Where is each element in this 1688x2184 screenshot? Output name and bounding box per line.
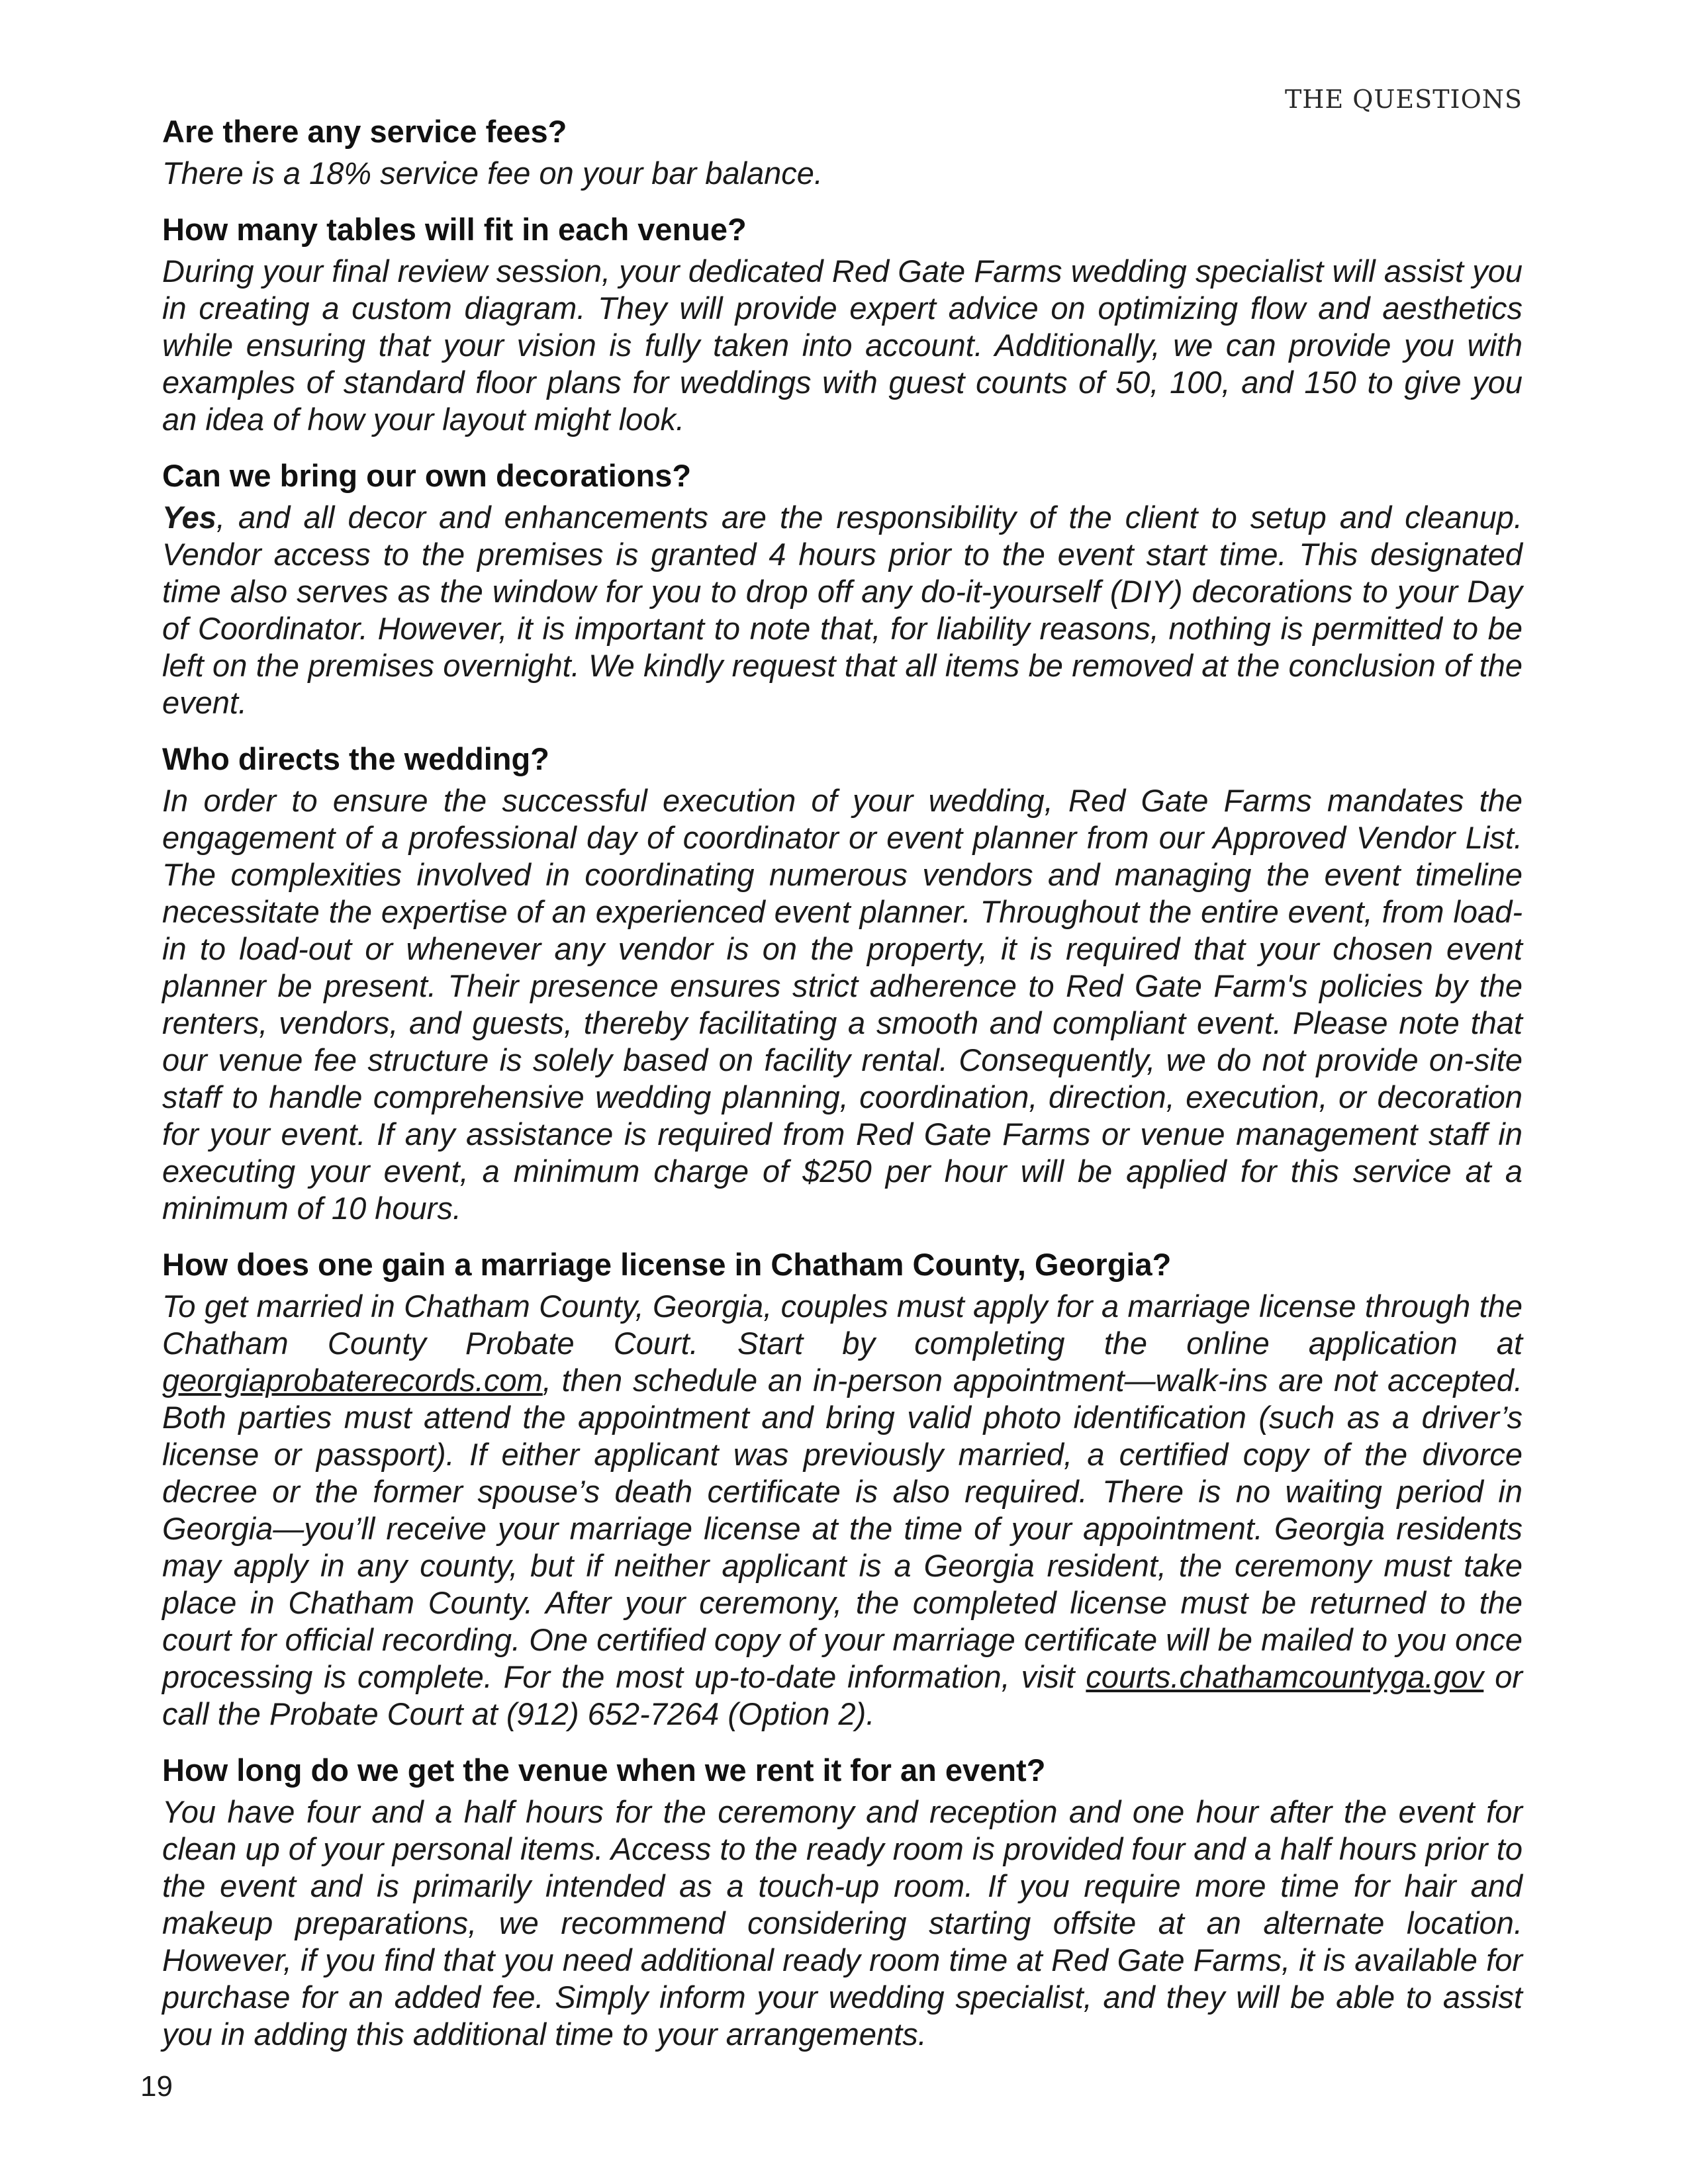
answer-text: In order to ensure the successful execution of your wedding, Red Gate Farms mandates the engagement of a professional day of coordinator or event planner from our Approved Vendor List. The complexities involved in coordinating numerous vendors and managing the event timeline necessitate the expertise of an experienced event planner. Throughout the entire event, from load-in to load-out or whenever any vendor is on the property, it is required that your chosen event planner be present. Their presence ensures strict adherence to Red Gate Farm's policies by the renters, vendors, and guests, thereby facilitating a smooth and compliant event. Please note that our venue fee structure is solely based on facility rental. Consequently, we do not provide on-site staff to handle comprehensive wedding planning, coordination, direction, execution, or decoration for your event. If any assistance is required from Red Gate Farms or venue management staff in executing your event, a minimum charge of $250 per hour will be applied for this service at a minimum of 10 hours. — [162, 783, 1523, 1226]
faq-item-service-fees — [162, 113, 1523, 192]
answer-part: , then schedule an in-person appointment—walk-ins are not accepted. Both parties must attend the appointment and bring valid photo identification (such as a driver’s license or passport). If either applicant was previously married, a certified copy of the divorce decree or the former spouse’s death certificate is also required. There is no waiting period in Georgia—you’ll receive your marriage license at the time of your appointment. Georgia residents may apply in any county, but if neither applicant is a Georgia resident, the ceremony must take place in Chatham County. After your ceremony, the completed license must be returned to the court for official recording. One certified copy of your marriage certificate will be mailed to you once processing is complete. For the most up-to-date information, visit — [162, 1363, 1523, 1694]
question-heading: How does one gain a marriage license in Chatham County, Georgia? — [162, 1247, 1172, 1282]
answer-text: You have four and a half hours for the ceremony and reception and one hour after the event for clean up of your personal items. Access to the ready room is provided four and a half hours prior to the event and is primarily intended as a touch-up room. If you require more time for hair and makeup preparations, we recommend considering starting offsite at an alternate location. However, if you find that you need additional ready room time at Red Gate Farms, it is available for purchase for an added fee. Simply inform your wedding specialist, and they will be able to assist you in adding this additional time to your arrangements. — [162, 1794, 1523, 2052]
probate-records-link[interactable]: georgiaprobaterecords.com — [162, 1363, 543, 1398]
answer-text — [162, 1288, 1523, 1733]
answer-lead: Yes — [162, 500, 216, 535]
answer-body: , and all decor and enhancements are the responsibility of the client to setup and cleanup. Vendor access to the premises is granted 4 hours prior to the event start time. This designated time also serves as the window for you to drop off any do-it-yourself (DIY) decorations to your Day of Coordinator. However, it is important to note that, for liability reasons, nothing is permitted to be left on the premises overnight. We kindly request that all items be removed at the conclusion of the event. — [162, 500, 1523, 720]
question-heading: Who directs the wedding? — [162, 741, 549, 776]
question-heading: Can we bring our own decorations? — [162, 458, 692, 493]
faq-item-venue-duration — [162, 1751, 1523, 2053]
faq-content — [162, 113, 1523, 2071]
answer-text: During your final review session, your dedicated Red Gate Farms wedding specialist will assist you in creating a custom diagram. They will provide expert advice on optimizing flow and aesthetics while ensuring that your vision is fully taken into account. Additionally, we can provide you with examples of standard floor plans for weddings with guest counts of 50, 100, and 150 to give you an idea of how your layout might look. — [162, 253, 1523, 437]
faq-item-marriage-license — [162, 1246, 1523, 1733]
answer-text — [162, 499, 1523, 721]
answer-text: There is a 18% service fee on your bar balance. — [162, 156, 823, 191]
faq-item-directs-wedding — [162, 740, 1523, 1227]
question-heading: Are there any service fees? — [162, 114, 567, 149]
answer-part: To get married in Chatham County, Georgia, couples must apply for a marriage license through the Chatham County Probate Court. Start by completing the online application at — [162, 1289, 1523, 1361]
page-number: 19 — [140, 2070, 173, 2103]
question-heading: How many tables will fit in each venue? — [162, 212, 747, 247]
faq-item-decorations — [162, 457, 1523, 721]
running-header: THE QUESTIONS — [1284, 85, 1523, 114]
faq-item-tables — [162, 210, 1523, 438]
question-heading: How long do we get the venue when we rent it for an event? — [162, 1752, 1046, 1788]
chatham-courts-link[interactable]: courts.chathamcountyga.gov — [1086, 1659, 1484, 1694]
answer-part: or call the Probate Court at (912) 652-7264 (Option 2). — [162, 1659, 1523, 1731]
